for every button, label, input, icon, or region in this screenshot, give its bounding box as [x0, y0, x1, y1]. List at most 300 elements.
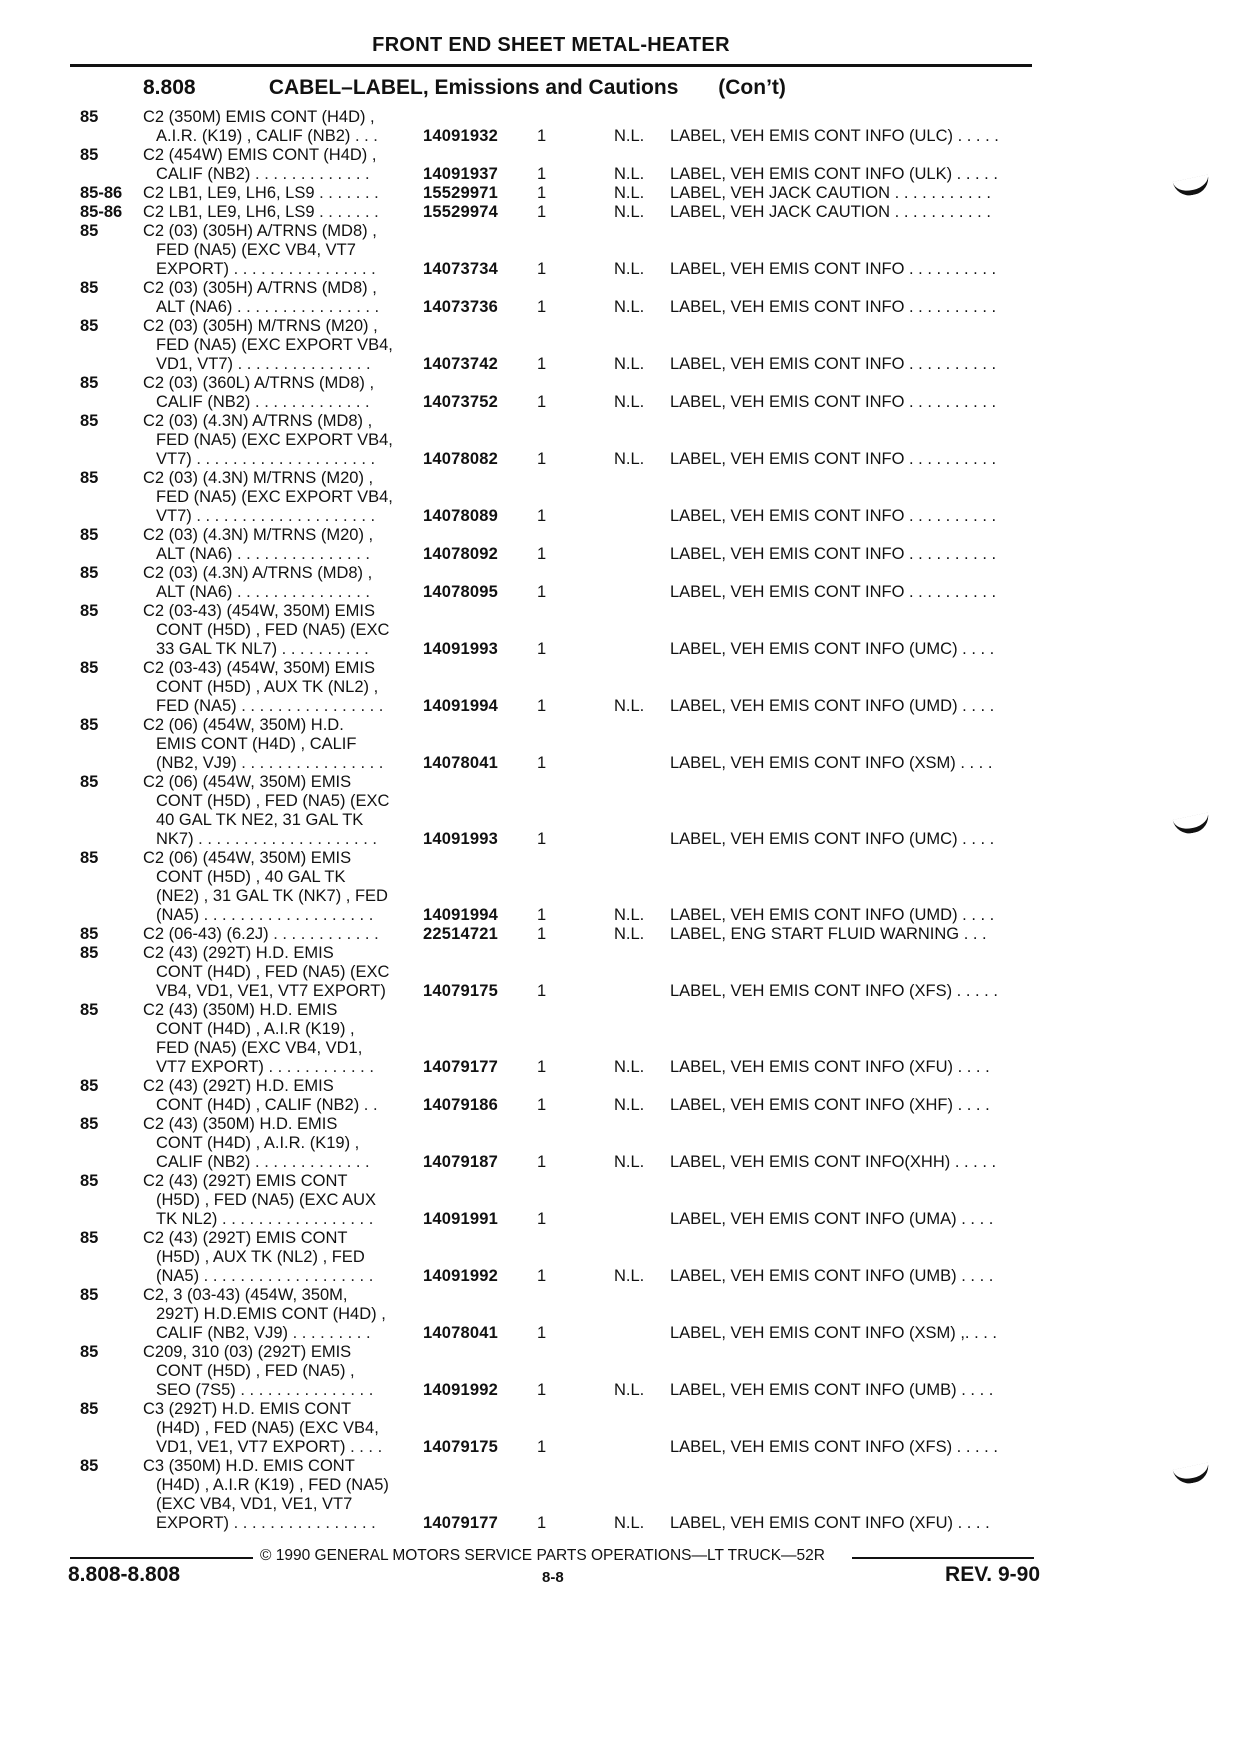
description-text: VD1, VE1, VT7 EXPORT)	[156, 1438, 346, 1456]
figure-number: 85	[80, 317, 99, 335]
parts-list	[0, 108, 1252, 1533]
part-number: 14091993	[423, 640, 499, 658]
description-line	[0, 887, 1252, 906]
quantity: 1	[537, 1210, 547, 1228]
not-listed-flag: N.L.	[614, 260, 645, 278]
leader-dots: . . . .	[957, 697, 995, 715]
section-title: CABEL–LABEL, Emissions and Cautions	[268, 76, 679, 99]
leader-dots: . . . . . . . . . .	[904, 450, 997, 468]
description-line	[0, 716, 1252, 735]
part-name: LABEL, VEH EMIS CONT INFO (XFU)	[670, 1514, 953, 1532]
description-line	[0, 982, 1252, 1001]
description-text: C2 (06) (454W, 350M) H.D.	[143, 716, 344, 734]
description-text: VT7)	[156, 507, 192, 525]
part-name: LABEL, VEH EMIS CONT INFO (XFS)	[670, 982, 953, 1000]
description-line	[0, 1248, 1252, 1267]
table-row	[0, 1229, 1252, 1286]
description-line	[0, 849, 1252, 868]
figure-number: 85	[80, 1115, 99, 1133]
table-row	[0, 602, 1252, 659]
description-line	[0, 1305, 1252, 1324]
figure-number: 85-86	[80, 203, 123, 221]
part-name: LABEL, VEH EMIS CONT INFO	[670, 583, 905, 601]
part-name-row	[670, 1210, 993, 1229]
part-description	[0, 1400, 1252, 1457]
table-row	[0, 184, 1252, 203]
description-line	[0, 1172, 1252, 1191]
description-text: CONT (H4D) , A.I.R (K19) ,	[156, 1020, 355, 1038]
description-line	[0, 773, 1252, 792]
part-number: 22514721	[423, 925, 499, 943]
table-row	[0, 716, 1252, 773]
leader-dots: . . . . . . . . . . . . . . .	[232, 583, 370, 601]
description-text: VT7 EXPORT)	[156, 1058, 264, 1076]
part-name-row	[670, 450, 996, 469]
leader-dots: . . . .	[956, 1267, 994, 1285]
description-text: C3 (350M) H.D. EMIS CONT	[143, 1457, 355, 1475]
description-line	[0, 1400, 1252, 1419]
quantity: 1	[537, 507, 547, 525]
table-row	[0, 108, 1252, 146]
description-line	[0, 374, 1252, 393]
table-row	[0, 279, 1252, 317]
description-text: C2 (03-43) (454W, 350M) EMIS	[143, 659, 375, 677]
figure-number: 85	[80, 1343, 99, 1361]
description-text: CONT (H5D) , 40 GAL TK	[156, 868, 346, 886]
figure-number: 85	[80, 469, 99, 487]
description-text: CONT (H5D) , AUX TK (NL2) ,	[156, 678, 379, 696]
part-number: 14073734	[423, 260, 499, 278]
leader-dots: . . . .	[953, 1058, 990, 1076]
description-line	[0, 412, 1252, 431]
quantity: 1	[537, 203, 547, 221]
part-name: LABEL, VEH EMIS CONT INFO	[670, 355, 905, 373]
part-name-row	[670, 925, 987, 944]
description-line	[0, 1324, 1252, 1343]
footer-section-range: 8.808-8.808	[68, 1563, 181, 1586]
part-name: LABEL, VEH JACK CAUTION	[670, 203, 891, 221]
description-text: (H5D) , AUX TK (NL2) , FED	[156, 1248, 365, 1266]
figure-number: 85	[80, 526, 99, 544]
description-text: ALT (NA6)	[156, 298, 233, 316]
description-text: C2 LB1, LE9, LH6, LS9	[143, 203, 315, 221]
leader-dots: . . . . . . .	[314, 203, 379, 221]
table-row	[0, 469, 1252, 526]
not-listed-flag: N.L.	[614, 1267, 645, 1285]
description-line	[0, 526, 1252, 545]
quantity: 1	[537, 640, 547, 658]
description-text: C2 (03) (4.3N) A/TRNS (MD8) ,	[143, 412, 373, 430]
description-text: CONT (H4D) , A.I.R. (K19) ,	[156, 1134, 360, 1152]
description-text: CALIF (NB2)	[156, 1153, 251, 1171]
description-text: FED (NA5) (EXC VB4, VD1,	[156, 1039, 363, 1057]
revision-label: REV. 9-90	[945, 1563, 1040, 1586]
leader-dots: . . . . .	[952, 165, 998, 183]
part-number: 14091994	[423, 906, 499, 924]
table-row	[0, 1001, 1252, 1077]
quantity: 1	[537, 697, 547, 715]
description-text: FED (NA5) (EXC EXPORT VB4,	[156, 431, 393, 449]
table-row	[0, 1172, 1252, 1229]
part-number: 14079186	[423, 1096, 499, 1114]
quantity: 1	[537, 906, 547, 924]
part-name-row	[670, 393, 996, 412]
leader-dots: . . . .	[956, 1381, 994, 1399]
description-text: C2 (43) (350M) H.D. EMIS	[143, 1115, 338, 1133]
section-continued: (Con’t)	[718, 76, 786, 99]
figure-number: 85	[80, 1457, 99, 1475]
description-line	[0, 792, 1252, 811]
leader-dots: . . . . . . . . . . . .	[263, 1058, 374, 1076]
description-text: VB4, VD1, VE1, VT7 EXPORT)	[156, 982, 386, 1000]
description-line	[0, 621, 1252, 640]
part-description	[0, 1172, 1252, 1229]
part-number: 14079177	[423, 1058, 499, 1076]
leader-dots: . . . . . . . . . . . . . . . . . . .	[199, 1267, 374, 1285]
description-text: C2 (43) (292T) EMIS CONT	[143, 1229, 348, 1247]
part-name: LABEL, VEH EMIS CONT INFO (XHF)	[670, 1096, 953, 1114]
description-line	[0, 1419, 1252, 1438]
description-line	[0, 640, 1252, 659]
description-text: C2 (03) (4.3N) A/TRNS (MD8) ,	[143, 564, 373, 582]
quantity: 1	[537, 583, 547, 601]
figure-number: 85	[80, 1172, 99, 1190]
description-text: 40 GAL TK NE2, 31 GAL TK	[156, 811, 364, 829]
table-row	[0, 203, 1252, 222]
part-description	[0, 716, 1252, 773]
part-name: LABEL, VEH EMIS CONT INFO (UMA)	[670, 1210, 957, 1228]
part-name-row	[670, 355, 996, 374]
leader-dots: . . . . . . . . . . . .	[268, 925, 379, 943]
description-text: C2 (06) (454W, 350M) EMIS	[143, 849, 352, 867]
leader-dots: . . . . . . . . . .	[904, 355, 997, 373]
figure-number: 85	[80, 925, 99, 943]
figure-number: 85	[80, 1001, 99, 1019]
description-text: TK NL2)	[156, 1210, 218, 1228]
part-name-row	[670, 260, 996, 279]
part-name-row	[670, 1324, 997, 1343]
description-line	[0, 241, 1252, 260]
description-line	[0, 868, 1252, 887]
description-line	[0, 1115, 1252, 1134]
figure-number: 85	[80, 108, 99, 126]
leader-dots: . . . .	[957, 906, 995, 924]
description-line	[0, 811, 1252, 830]
footer-copyright: © 1990 GENERAL MOTORS SERVICE PARTS OPERATIONS—LT TRUCK—52R	[260, 1547, 825, 1564]
leader-dots: . . . .	[957, 640, 995, 658]
figure-number: 85	[80, 659, 99, 677]
description-line	[0, 1134, 1252, 1153]
not-listed-flag: N.L.	[614, 127, 645, 145]
quantity: 1	[537, 1153, 547, 1171]
part-number: 14078041	[423, 754, 499, 772]
description-text: (EXC VB4, VD1, VE1, VT7	[156, 1495, 353, 1513]
part-name: LABEL, VEH EMIS CONT INFO (UMC)	[670, 830, 958, 848]
description-line	[0, 1438, 1252, 1457]
description-text: C2 (43) (292T) H.D. EMIS	[143, 944, 334, 962]
table-row	[0, 1400, 1252, 1457]
part-description	[0, 564, 1252, 602]
quantity: 1	[537, 1096, 547, 1114]
description-text: FED (NA5) (EXC EXPORT VB4,	[156, 488, 393, 506]
part-number: 14078089	[423, 507, 499, 525]
table-row	[0, 146, 1252, 184]
part-number: 14091992	[423, 1381, 499, 1399]
description-line	[0, 507, 1252, 526]
description-text: C2 (03) (360L) A/TRNS (MD8) ,	[143, 374, 375, 392]
leader-dots: . . . . . . . . . .	[904, 393, 997, 411]
description-line	[0, 469, 1252, 488]
description-line	[0, 222, 1252, 241]
part-name: LABEL, VEH EMIS CONT INFO	[670, 393, 905, 411]
part-name: LABEL, VEH EMIS CONT INFO (ULC)	[670, 127, 953, 145]
leader-dots: . . .	[959, 925, 987, 943]
part-name-row	[670, 1514, 990, 1533]
quantity: 1	[537, 184, 547, 202]
figure-number: 85	[80, 773, 99, 791]
table-row	[0, 222, 1252, 279]
section-heading	[143, 76, 786, 100]
leader-dots: . . . . . . . . . .	[277, 640, 369, 658]
part-name-row	[670, 1438, 998, 1457]
table-row	[0, 944, 1252, 1001]
table-row	[0, 849, 1252, 925]
table-row	[0, 659, 1252, 716]
part-name: LABEL, VEH EMIS CONT INFO (UMC)	[670, 640, 958, 658]
part-number: 15529971	[423, 184, 499, 202]
figure-number: 85-86	[80, 184, 123, 202]
description-line	[0, 317, 1252, 336]
part-number: 14091991	[423, 1210, 499, 1228]
description-line	[0, 1039, 1252, 1058]
description-text: (NA5)	[156, 1267, 200, 1285]
description-text: SEO (7S5)	[156, 1381, 236, 1399]
part-description	[0, 526, 1252, 564]
description-text: C2 (03-43) (454W, 350M) EMIS	[143, 602, 375, 620]
not-listed-flag: N.L.	[614, 165, 645, 183]
description-text: (NE2) , 31 GAL TK (NK7) , FED	[156, 887, 388, 905]
leader-dots: . . . .	[953, 1514, 990, 1532]
leader-dots: . . . . .	[950, 1153, 997, 1171]
page-number: 8-8	[542, 1569, 564, 1586]
description-text: C2 LB1, LE9, LH6, LS9	[143, 184, 315, 202]
leader-dots: . . . . .	[952, 1438, 998, 1456]
part-number: 14079187	[423, 1153, 499, 1171]
description-line	[0, 659, 1252, 678]
part-name: LABEL, VEH EMIS CONT INFO	[670, 260, 905, 278]
quantity: 1	[537, 545, 547, 563]
figure-number: 85	[80, 716, 99, 734]
leader-dots: . . . . .	[952, 982, 998, 1000]
description-text: ALT (NA6)	[156, 583, 233, 601]
description-text: NK7)	[156, 830, 194, 848]
table-row	[0, 412, 1252, 469]
part-name-row	[670, 203, 991, 222]
description-text: (H4D) , FED (NA5) (EXC VB4,	[156, 1419, 379, 1437]
description-line	[0, 545, 1252, 564]
part-name-row	[670, 830, 994, 849]
part-number: 14091992	[423, 1267, 499, 1285]
leader-dots: . . . . . . . . . . . . . . . . .	[217, 1210, 374, 1228]
leader-dots: . . . . . . . . . . .	[890, 203, 991, 221]
quantity: 1	[537, 165, 547, 183]
leader-dots: . . . . . . .	[314, 184, 379, 202]
part-name-row	[670, 1153, 996, 1172]
figure-number: 85	[80, 412, 99, 430]
not-listed-flag: N.L.	[614, 298, 645, 316]
table-row	[0, 564, 1252, 602]
part-name: LABEL, VEH EMIS CONT INFO (XFU)	[670, 1058, 953, 1076]
not-listed-flag: N.L.	[614, 355, 645, 373]
quantity: 1	[537, 127, 547, 145]
part-description	[0, 944, 1252, 1001]
part-name-row	[670, 1267, 993, 1286]
part-name: LABEL, VEH JACK CAUTION	[670, 184, 891, 202]
description-text: (H4D) , A.I.R (K19) , FED (NA5)	[156, 1476, 389, 1494]
part-name-row	[670, 1058, 990, 1077]
description-text: EXPORT)	[156, 260, 230, 278]
description-line	[0, 1191, 1252, 1210]
not-listed-flag: N.L.	[614, 1381, 645, 1399]
leader-dots: . . . . . . . . .	[288, 1324, 371, 1342]
description-text: C209, 310 (03) (292T) EMIS	[143, 1343, 352, 1361]
figure-number: 85	[80, 146, 99, 164]
description-text: EMIS CONT (H4D) , CALIF	[156, 735, 357, 753]
description-line	[0, 754, 1252, 773]
part-name-row	[670, 507, 996, 526]
quantity: 1	[537, 830, 547, 848]
leader-dots: . . . .	[955, 754, 993, 772]
part-name: LABEL, VEH EMIS CONT INFO (UMD)	[670, 697, 958, 715]
description-text: EXPORT)	[156, 1514, 230, 1532]
part-number: 14078082	[423, 450, 499, 468]
description-line	[0, 735, 1252, 754]
not-listed-flag: N.L.	[614, 203, 645, 221]
page-title: FRONT END SHEET METAL-HEATER	[372, 34, 730, 56]
description-text: C2 (06-43) (6.2J)	[143, 925, 269, 943]
description-text: CONT (H5D) , FED (NA5) ,	[156, 1362, 355, 1380]
description-line	[0, 564, 1252, 583]
quantity: 1	[537, 1514, 547, 1532]
description-text: CONT (H4D) , CALIF (NB2)	[156, 1096, 360, 1114]
part-number: 14073736	[423, 298, 499, 316]
description-line	[0, 279, 1252, 298]
quantity: 1	[537, 393, 547, 411]
description-line	[0, 336, 1252, 355]
description-text: C2 (43) (292T) EMIS CONT	[143, 1172, 348, 1190]
quantity: 1	[537, 450, 547, 468]
quantity: 1	[537, 925, 547, 943]
table-row	[0, 1457, 1252, 1533]
figure-number: 85	[80, 374, 99, 392]
part-name-row	[670, 982, 998, 1001]
description-line	[0, 1362, 1252, 1381]
quantity: 1	[537, 355, 547, 373]
leader-dots: . . . . . . . . . . . . . . . .	[236, 754, 384, 772]
table-row	[0, 1343, 1252, 1400]
figure-number: 85	[80, 564, 99, 582]
description-line	[0, 830, 1252, 849]
part-name-row	[670, 545, 996, 564]
description-text: CONT (H4D) , FED (NA5) (EXC	[156, 963, 390, 981]
description-text: VT7)	[156, 450, 192, 468]
leader-dots: . . . .	[957, 830, 995, 848]
leader-dots: . . . . . . . . . .	[904, 298, 997, 316]
leader-dots: . . . . . . . . . . . . .	[250, 165, 370, 183]
description-text: VD1, VT7)	[156, 355, 234, 373]
figure-number: 85	[80, 1286, 99, 1304]
header-rule	[70, 64, 1032, 67]
description-line	[0, 678, 1252, 697]
quantity: 1	[537, 1058, 547, 1076]
description-line	[0, 583, 1252, 602]
part-number: 14091994	[423, 697, 499, 715]
description-line	[0, 488, 1252, 507]
part-name-row	[670, 583, 996, 602]
description-text: CONT (H5D) , FED (NA5) (EXC	[156, 621, 390, 639]
description-text: C2, 3 (03-43) (454W, 350M,	[143, 1286, 348, 1304]
leader-dots: . . . . . . . . . .	[904, 507, 997, 525]
leader-dots: . . . . . . . . . . . . . . . . . . . .	[191, 507, 376, 525]
leader-dots: . . . . . . . . . . . . . . .	[233, 355, 371, 373]
part-name-row	[670, 754, 992, 773]
description-line	[0, 1229, 1252, 1248]
table-row	[0, 374, 1252, 412]
part-name: LABEL, VEH EMIS CONT INFO (UMD)	[670, 906, 958, 924]
description-text: 292T) H.D.EMIS CONT (H4D) ,	[156, 1305, 386, 1323]
figure-number: 85	[80, 849, 99, 867]
part-description	[0, 602, 1252, 659]
description-text: FED (NA5) (EXC VB4, VT7	[156, 241, 356, 259]
part-number: 14079175	[423, 982, 499, 1000]
not-listed-flag: N.L.	[614, 393, 645, 411]
description-text: FED (NA5) (EXC EXPORT VB4,	[156, 336, 393, 354]
leader-dots: . . . . . . . . . .	[904, 545, 997, 563]
part-name-row	[670, 906, 994, 925]
part-name: LABEL, VEH EMIS CONT INFO (XSM)	[670, 1324, 956, 1342]
leader-dots: . . . . . . . . . . . . . . . .	[229, 260, 376, 278]
part-number: 14079177	[423, 1514, 499, 1532]
table-row	[0, 925, 1252, 944]
description-text: C2 (43) (350M) H.D. EMIS	[143, 1001, 338, 1019]
part-description	[0, 773, 1252, 849]
part-name: LABEL, VEH EMIS CONT INFO (UMB)	[670, 1267, 957, 1285]
leader-dots: ,. . . .	[955, 1324, 998, 1342]
figure-number: 85	[80, 222, 99, 240]
description-text: (NA5)	[156, 906, 200, 924]
description-text: FED (NA5)	[156, 697, 237, 715]
part-name: LABEL, VEH EMIS CONT INFO	[670, 298, 905, 316]
description-line	[0, 1495, 1252, 1514]
description-line	[0, 1286, 1252, 1305]
footer-rule-right	[852, 1557, 1034, 1559]
part-number: 14073742	[423, 355, 499, 373]
part-number: 14073752	[423, 393, 499, 411]
description-text: (NB2, VJ9)	[156, 754, 237, 772]
description-text: C2 (43) (292T) H.D. EMIS	[143, 1077, 334, 1095]
figure-number: 85	[80, 1077, 99, 1095]
part-name: LABEL, VEH EMIS CONT INFO (XFS)	[670, 1438, 953, 1456]
description-text: (H5D) , FED (NA5) (EXC AUX	[156, 1191, 377, 1209]
description-text: ALT (NA6)	[156, 545, 233, 563]
description-text: C3 (292T) H.D. EMIS CONT	[143, 1400, 352, 1418]
figure-number: 85	[80, 1400, 99, 1418]
description-line	[0, 431, 1252, 450]
description-line	[0, 1476, 1252, 1495]
part-number: 14078095	[423, 583, 499, 601]
leader-dots: . . . . . . . . . . . . . . . . . . .	[199, 906, 374, 924]
part-number: 14091937	[423, 165, 499, 183]
